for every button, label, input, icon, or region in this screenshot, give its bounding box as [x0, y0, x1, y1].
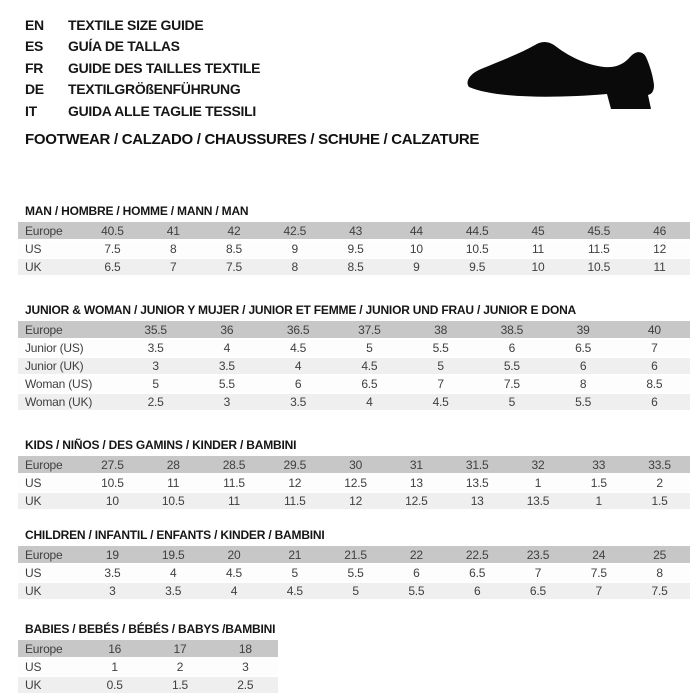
- table-row: [18, 375, 690, 393]
- category-title: FOOTWEAR / CALZADO / CHAUSSURES / SCHUHE / CALZATURE: [25, 131, 480, 149]
- size-cell: 7.5: [82, 240, 143, 258]
- language-code: DE: [25, 81, 44, 98]
- size-cell: 4.5: [405, 393, 476, 411]
- size-cell: 33: [568, 456, 629, 474]
- size-table-section: [18, 528, 690, 601]
- size-cell: 36: [191, 321, 262, 339]
- size-cell: 6.5: [82, 258, 143, 276]
- size-cell: 9: [386, 258, 447, 276]
- size-cell: 5.5: [548, 393, 619, 411]
- size-cell: 6: [548, 357, 619, 375]
- size-cell: 10: [82, 492, 143, 510]
- table-row: [18, 456, 690, 474]
- size-cell: 4.5: [204, 564, 265, 582]
- table-row: [18, 640, 278, 658]
- size-cell: 11: [204, 492, 265, 510]
- language-title: GUIDE DES TAILLES TEXTILE: [68, 59, 261, 76]
- size-cell: 7.5: [204, 258, 265, 276]
- size-cell: 38.5: [476, 321, 547, 339]
- row-label: Europe: [18, 456, 82, 474]
- size-cell: 12.5: [325, 474, 386, 492]
- size-cell: 40.5: [82, 222, 143, 240]
- size-cell: 4.5: [263, 339, 334, 357]
- size-cell: 46: [629, 222, 690, 240]
- size-cell: 13.5: [447, 474, 508, 492]
- size-cell: 31: [386, 456, 447, 474]
- size-cell: 25: [629, 546, 690, 564]
- size-table: [18, 321, 690, 412]
- language-title: GUIDA ALLE TAGLIE TESSILI: [68, 102, 256, 119]
- section-title: BABIES / BEBÉS / BÉBÉS / BABYS /BAMBINI: [25, 622, 276, 637]
- size-cell: 3.5: [120, 339, 191, 357]
- size-cell: 11.5: [204, 474, 265, 492]
- language-code: ES: [25, 38, 44, 55]
- section-title: JUNIOR & WOMAN / JUNIOR Y MUJER / JUNIOR ET FEMME / JUNIOR UND FRAU / JUNIOR E DONA: [25, 303, 577, 318]
- table-row: [18, 564, 690, 582]
- size-cell: 11.5: [568, 240, 629, 258]
- table-row: [18, 240, 690, 258]
- size-cell: 9.5: [325, 240, 386, 258]
- size-cell: 9.5: [447, 258, 508, 276]
- row-label: Europe: [18, 321, 120, 339]
- size-cell: 5.5: [476, 357, 547, 375]
- section-title: KIDS / NIÑOS / DES GAMINS / KINDER / BAMBINI: [25, 438, 297, 453]
- size-cell: 1.5: [568, 474, 629, 492]
- size-cell: 16: [82, 640, 147, 658]
- size-cell: 2: [629, 474, 690, 492]
- table-row: [18, 393, 690, 411]
- size-cell: 39: [548, 321, 619, 339]
- size-cell: 24: [568, 546, 629, 564]
- size-cell: 17: [147, 640, 212, 658]
- size-cell: 23.5: [508, 546, 569, 564]
- size-cell: 1.5: [147, 676, 212, 694]
- size-cell: 8.5: [325, 258, 386, 276]
- size-cell: 28: [143, 456, 204, 474]
- size-cell: 8.5: [204, 240, 265, 258]
- size-cell: 5: [264, 564, 325, 582]
- size-table-section: [18, 303, 690, 412]
- size-cell: 6.5: [447, 564, 508, 582]
- size-cell: 11: [143, 474, 204, 492]
- size-cell: 3.5: [191, 357, 262, 375]
- size-cell: 42.5: [264, 222, 325, 240]
- size-cell: 6.5: [334, 375, 405, 393]
- row-label: Europe: [18, 546, 82, 564]
- size-cell: 8: [629, 564, 690, 582]
- size-table-section: [18, 204, 690, 277]
- table-row: [18, 321, 690, 339]
- size-cell: 7.5: [476, 375, 547, 393]
- size-tables-container: [18, 204, 690, 695]
- size-table: [18, 222, 690, 277]
- row-label: Woman (UK): [18, 393, 120, 411]
- size-cell: 38: [405, 321, 476, 339]
- size-cell: 5: [334, 339, 405, 357]
- size-cell: 31.5: [447, 456, 508, 474]
- size-cell: 22.5: [447, 546, 508, 564]
- size-cell: 9: [264, 240, 325, 258]
- size-cell: 0.5: [82, 676, 147, 694]
- size-cell: 33.5: [629, 456, 690, 474]
- size-cell: 8: [548, 375, 619, 393]
- size-cell: 10.5: [143, 492, 204, 510]
- language-title: TEXTILE SIZE GUIDE: [68, 17, 204, 33]
- size-cell: 36.5: [263, 321, 334, 339]
- size-table: [18, 546, 690, 601]
- row-label: UK: [18, 582, 82, 600]
- size-cell: 1: [508, 474, 569, 492]
- row-label: Junior (UK): [18, 357, 120, 375]
- size-cell: 10.5: [568, 258, 629, 276]
- size-cell: 3.5: [143, 582, 204, 600]
- size-cell: 7: [568, 582, 629, 600]
- size-cell: 4.5: [264, 582, 325, 600]
- size-cell: 22: [386, 546, 447, 564]
- size-cell: 11.5: [264, 492, 325, 510]
- size-cell: 12: [629, 240, 690, 258]
- size-cell: 30: [325, 456, 386, 474]
- table-row: [18, 357, 690, 375]
- section-title: MAN / HOMBRE / HOMME / MANN / MAN: [25, 204, 249, 219]
- section-title: CHILDREN / INFANTIL / ENFANTS / KINDER / BAMBINI: [25, 528, 325, 543]
- size-cell: 5.5: [405, 339, 476, 357]
- size-cell: 6.5: [548, 339, 619, 357]
- row-label: UK: [18, 258, 82, 276]
- size-cell: 27.5: [82, 456, 143, 474]
- size-cell: 40: [619, 321, 690, 339]
- row-label: Junior (US): [18, 339, 120, 357]
- size-cell: 13: [386, 474, 447, 492]
- size-cell: 7.5: [568, 564, 629, 582]
- size-cell: 35.5: [120, 321, 191, 339]
- header: [0, 0, 700, 148]
- size-cell: 7.5: [629, 582, 690, 600]
- size-cell: 4: [334, 393, 405, 411]
- size-cell: 6.5: [508, 582, 569, 600]
- size-cell: 4: [143, 564, 204, 582]
- row-label: US: [18, 474, 82, 492]
- size-table-section: [18, 622, 690, 695]
- language-code: IT: [25, 102, 37, 119]
- size-cell: 4: [263, 357, 334, 375]
- row-label: US: [18, 240, 82, 258]
- language-code: FR: [25, 59, 44, 76]
- table-row: [18, 492, 690, 510]
- size-cell: 6: [619, 393, 690, 411]
- size-table: [18, 640, 278, 695]
- size-cell: 13.5: [508, 492, 569, 510]
- size-cell: 7: [143, 258, 204, 276]
- size-cell: 6: [386, 564, 447, 582]
- table-row: [18, 658, 278, 676]
- size-cell: 8: [143, 240, 204, 258]
- size-cell: 1.5: [629, 492, 690, 510]
- size-cell: 21.5: [325, 546, 386, 564]
- size-cell: 21: [264, 546, 325, 564]
- size-cell: 7: [508, 564, 569, 582]
- language-row: [25, 15, 700, 36]
- table-row: [18, 676, 278, 694]
- language-title: TEXTILGRÖßENFÜHRUNG: [68, 81, 241, 98]
- size-cell: 7: [619, 339, 690, 357]
- size-cell: 5: [120, 375, 191, 393]
- size-cell: 18: [213, 640, 278, 658]
- size-cell: 3: [82, 582, 143, 600]
- table-row: [18, 222, 690, 240]
- size-cell: 12.5: [386, 492, 447, 510]
- language-code: EN: [25, 17, 44, 33]
- size-cell: 1: [568, 492, 629, 510]
- size-cell: 4.5: [334, 357, 405, 375]
- size-cell: 8: [264, 258, 325, 276]
- size-cell: 5.5: [325, 564, 386, 582]
- size-cell: 1: [82, 658, 147, 676]
- size-table: [18, 456, 690, 511]
- size-cell: 29.5: [264, 456, 325, 474]
- size-cell: 6: [263, 375, 334, 393]
- row-label: Europe: [18, 640, 82, 658]
- size-cell: 12: [264, 474, 325, 492]
- language-title: GUÍA DE TALLAS: [68, 38, 180, 55]
- size-cell: 2: [147, 658, 212, 676]
- size-cell: 44: [386, 222, 447, 240]
- size-cell: 7: [405, 375, 476, 393]
- size-cell: 4: [191, 339, 262, 357]
- size-table-section: [18, 438, 690, 511]
- table-row: [18, 474, 690, 492]
- size-cell: 44.5: [447, 222, 508, 240]
- size-cell: 3: [191, 393, 262, 411]
- size-cell: 11: [508, 240, 569, 258]
- size-cell: 3: [120, 357, 191, 375]
- size-cell: 5.5: [386, 582, 447, 600]
- size-cell: 37.5: [334, 321, 405, 339]
- size-cell: 45: [508, 222, 569, 240]
- size-cell: 2.5: [120, 393, 191, 411]
- size-cell: 41: [143, 222, 204, 240]
- size-cell: 5: [325, 582, 386, 600]
- size-cell: 6: [447, 582, 508, 600]
- size-cell: 3.5: [263, 393, 334, 411]
- size-cell: 32: [508, 456, 569, 474]
- size-cell: 10.5: [82, 474, 143, 492]
- size-cell: 11: [629, 258, 690, 276]
- size-cell: 3.5: [82, 564, 143, 582]
- size-cell: 10: [386, 240, 447, 258]
- row-label: US: [18, 658, 82, 676]
- size-cell: 5: [405, 357, 476, 375]
- size-cell: 19.5: [143, 546, 204, 564]
- size-cell: 6: [619, 357, 690, 375]
- shoe-icon: [463, 40, 663, 110]
- size-cell: 28.5: [204, 456, 265, 474]
- table-row: [18, 339, 690, 357]
- table-row: [18, 582, 690, 600]
- table-row: [18, 258, 690, 276]
- row-label: UK: [18, 492, 82, 510]
- size-cell: 19: [82, 546, 143, 564]
- row-label: US: [18, 564, 82, 582]
- size-cell: 45.5: [568, 222, 629, 240]
- size-cell: 13: [447, 492, 508, 510]
- size-cell: 6: [476, 339, 547, 357]
- size-cell: 20: [204, 546, 265, 564]
- size-cell: 2.5: [213, 676, 278, 694]
- size-cell: 4: [204, 582, 265, 600]
- size-cell: 8.5: [619, 375, 690, 393]
- row-label: Woman (US): [18, 375, 120, 393]
- size-cell: 10: [508, 258, 569, 276]
- row-label: Europe: [18, 222, 82, 240]
- size-cell: 10.5: [447, 240, 508, 258]
- size-cell: 12: [325, 492, 386, 510]
- size-cell: 3: [213, 658, 278, 676]
- table-row: [18, 546, 690, 564]
- size-cell: 5.5: [191, 375, 262, 393]
- size-cell: 5: [476, 393, 547, 411]
- size-cell: 43: [325, 222, 386, 240]
- row-label: UK: [18, 676, 82, 694]
- size-cell: 42: [204, 222, 265, 240]
